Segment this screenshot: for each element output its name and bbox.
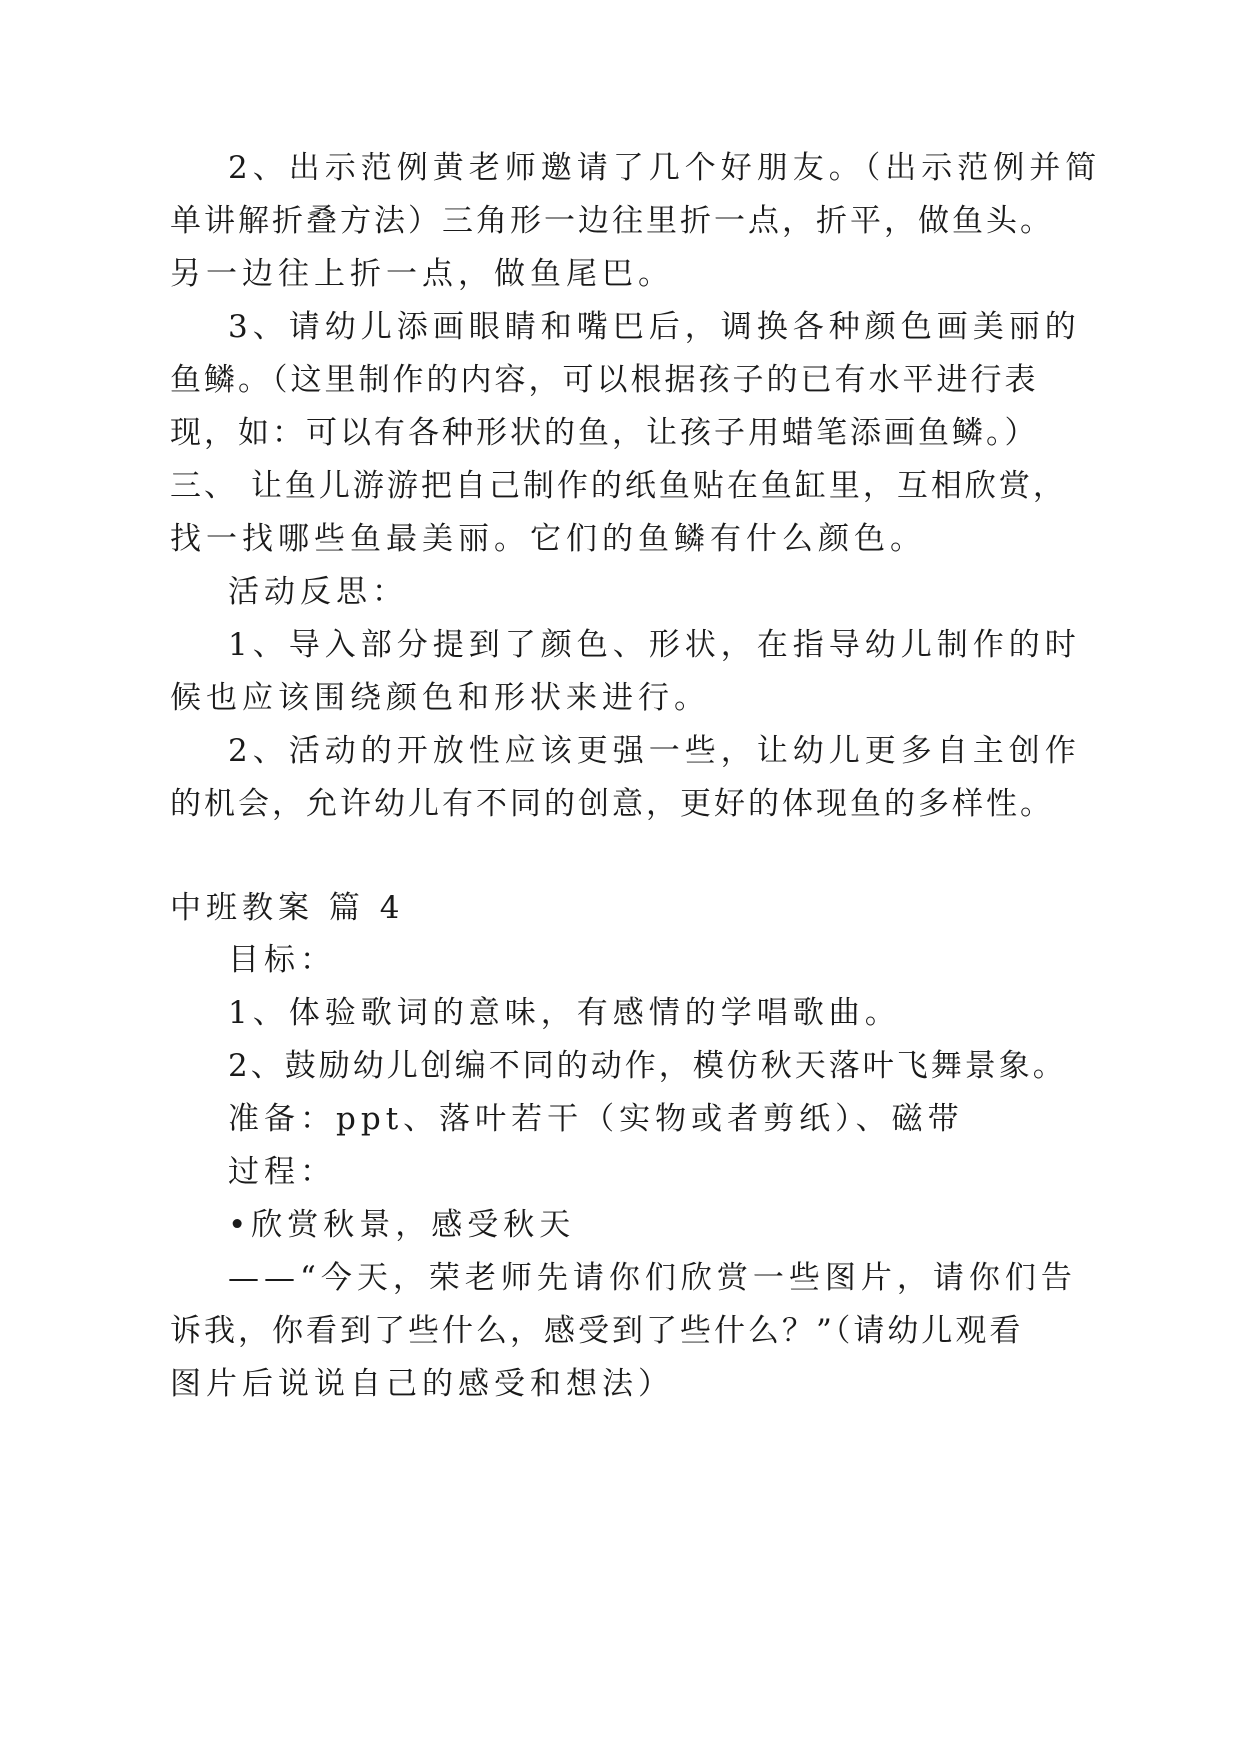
paragraph-line: 候也应该围绕颜色和形状来进行。 xyxy=(170,680,710,716)
paragraph-line: 现，如：可以有各种形状的鱼，让孩子用蜡笔添画鱼鳞。） xyxy=(170,415,1039,451)
section-heading: 活动反思： xyxy=(228,574,408,610)
section-title: 中班教案 篇 4 xyxy=(170,890,405,926)
paragraph-line: ——“今天，荣老师先请你们欣赏一些图片，请你们告 xyxy=(228,1260,1077,1296)
paragraph-line: 图片后说说自己的感受和想法） xyxy=(170,1366,674,1402)
paragraph-line: 2、出示范例黄老师邀请了几个好朋友。（出示范例并简 xyxy=(228,150,1102,186)
section-heading: 目标： xyxy=(228,942,336,978)
paragraph-line: 1、体验歌词的意味，有感情的学唱歌曲。 xyxy=(228,995,901,1031)
paragraph-line: 2、活动的开放性应该更强一些，让幼儿更多自主创作 xyxy=(228,733,1081,769)
paragraph-line: 鱼鳞。（这里制作的内容，可以根据孩子的已有水平进行表 xyxy=(170,362,1039,398)
paragraph-line: 1、导入部分提到了颜色、形状，在指导幼儿制作的时 xyxy=(228,627,1081,663)
paragraph-line: 三、 让鱼儿游游把自己制作的纸鱼贴在鱼缸里，互相欣赏， xyxy=(170,468,1067,504)
paragraph-line: 3、请幼儿添画眼睛和嘴巴后，调换各种颜色画美丽的 xyxy=(228,309,1081,345)
paragraph-line: 2、鼓励幼儿创编不同的动作，模仿秋天落叶飞舞景象。 xyxy=(228,1048,1067,1084)
section-heading: 过程： xyxy=(228,1154,336,1190)
paragraph-line: 单讲解折叠方法）三角形一边往里折一点，折平，做鱼头。 xyxy=(170,203,1054,239)
paragraph-line: 诉我，你看到了些什么，感受到了些什么？”（请幼儿观看 xyxy=(170,1313,1024,1349)
paragraph-line: 另一边往上折一点，做鱼尾巴。 xyxy=(170,256,674,292)
bullet-item: •欣赏秋景，感受秋天 xyxy=(228,1207,576,1243)
paragraph-line: 准备：ppt、落叶若干（实物或者剪纸）、磁带 xyxy=(228,1101,964,1137)
paragraph-line: 的机会，允许幼儿有不同的创意，更好的体现鱼的多样性。 xyxy=(170,786,1054,822)
paragraph-line: 找一找哪些鱼最美丽。它们的鱼鳞有什么颜色。 xyxy=(170,521,926,557)
